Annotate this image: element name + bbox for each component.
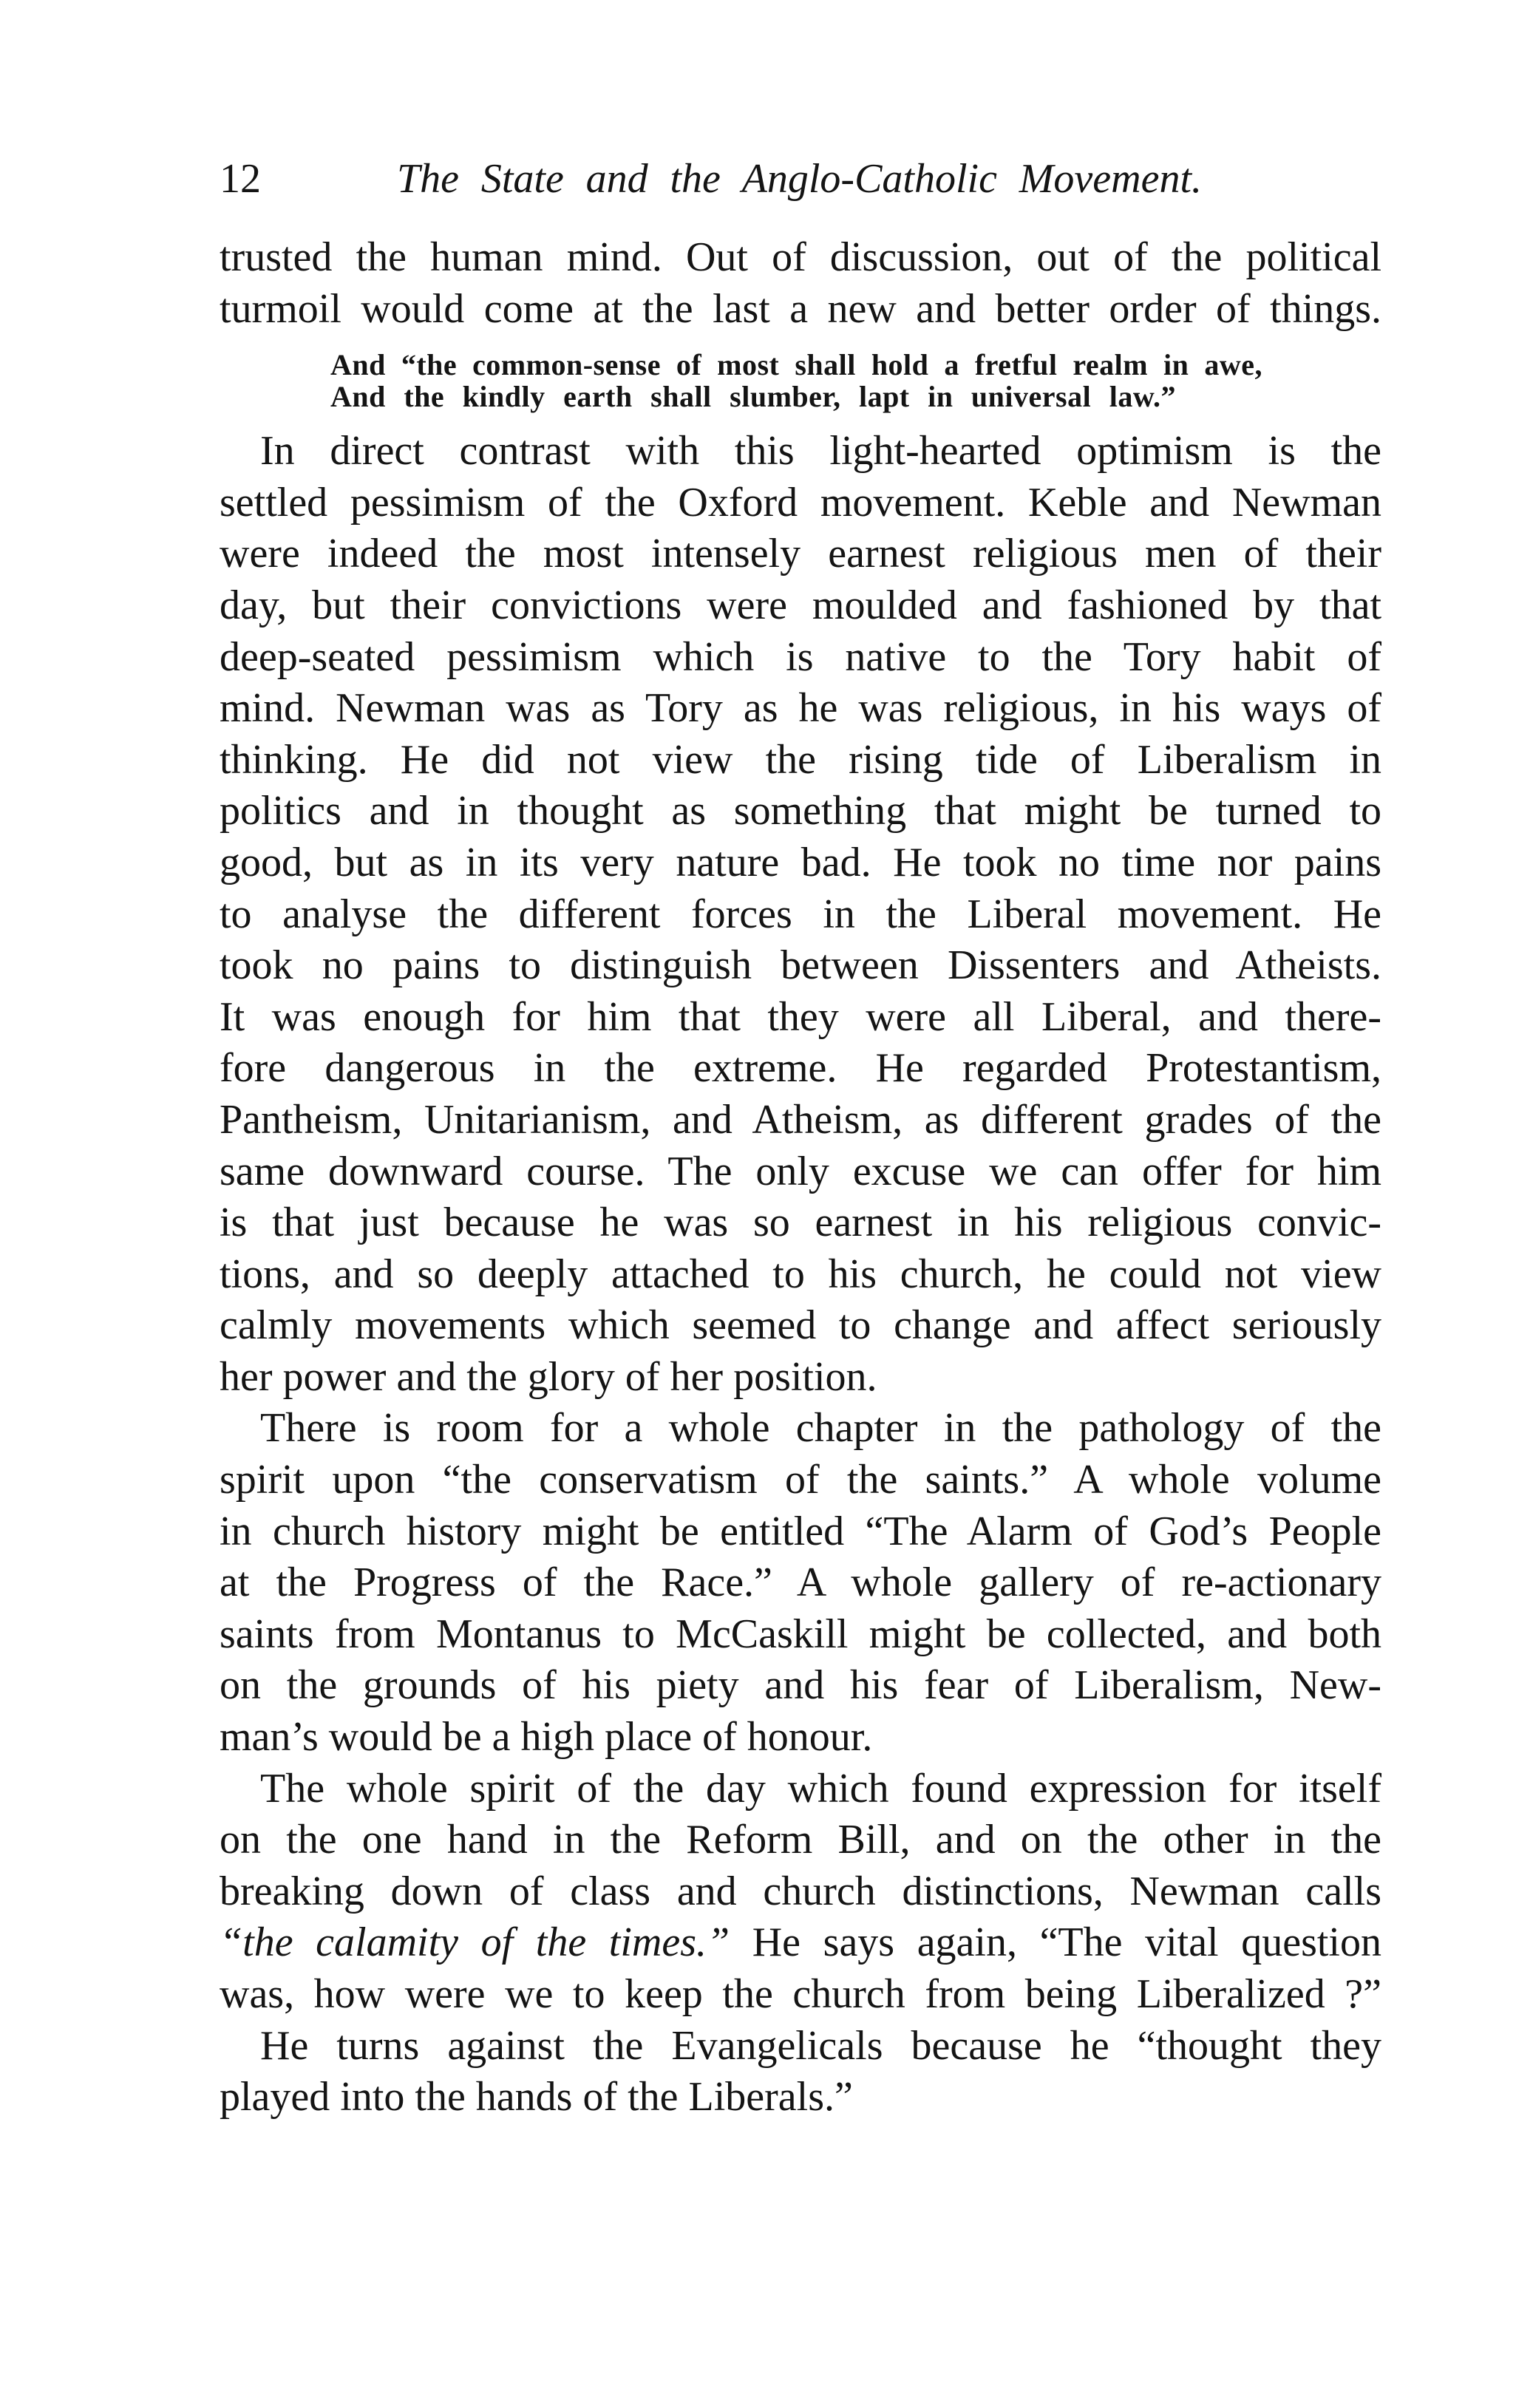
- text-line: mind. Newman was as Tory as he was religious, in his ways of: [220, 685, 1381, 732]
- paragraph: [220, 1764, 1381, 2021]
- paragraph: [220, 426, 1381, 1403]
- text-line: to analyse the different forces in the Liberal movement. He: [220, 891, 1381, 937]
- text-line: The whole spirit of the day which found expression for itself: [260, 1765, 1381, 1812]
- text-line: In direct contrast with this light-hearted optimism is the: [260, 428, 1381, 475]
- text-run: He says again, “The vital question: [730, 1919, 1381, 1966]
- text-line: good, but as in its very nature bad. He took no time nor pains: [220, 839, 1381, 885]
- running-title: The State and the Anglo-Catholic Movement.: [397, 156, 1202, 202]
- text-line: at the Progress of the Race.” A whole gallery of re-actionary: [220, 1560, 1381, 1606]
- body-text: [220, 426, 1381, 2123]
- text-line: took no pains to distinguish between Dissenters and Atheists.: [220, 942, 1381, 989]
- text-line: [220, 1917, 1381, 1969]
- text-line: It was enough for him that they were all Liberal, and there-: [220, 993, 1381, 1040]
- text-line: settled pessimism of the Oxford movement. Keble and Newman: [220, 479, 1381, 526]
- text-line: deep-seated pessimism which is native to the Tory habit of: [220, 633, 1381, 680]
- verse-quotation: [330, 349, 1262, 412]
- text-line: There is room for a whole chapter in the pathology of the: [260, 1405, 1381, 1452]
- text-line: fore dangerous in the extreme. He regarded Protestantism,: [220, 1045, 1381, 1092]
- paragraph: [220, 2021, 1381, 2123]
- text-line: in church history might be entitled “The Alarm of God’s People: [220, 1508, 1381, 1554]
- text-line: same downward course. The only excuse we can offer for him: [220, 1148, 1381, 1194]
- text-line: was, how were we to keep the church from being Liberalized ?”: [220, 1971, 1381, 2017]
- text-line: spirit upon “the conservatism of the saints.” A whole volume: [220, 1457, 1381, 1503]
- text-line: Pantheism, Unitarianism, and Atheism, as different grades of the: [220, 1096, 1381, 1143]
- verse-line: And the kindly earth shall slumber, lapt in universal law.”: [330, 380, 1176, 413]
- text-line: turmoil would come at the last a new and better order of things.: [220, 285, 1381, 332]
- text-line: day, but their convictions were moulded and fashioned by that: [220, 582, 1381, 628]
- text-line: on the grounds of his piety and his fear of Liberalism, New-: [220, 1662, 1381, 1709]
- opening-paragraph: [220, 232, 1381, 335]
- text-line: He turns against the Evangelicals because he “thought they: [260, 2022, 1381, 2069]
- text-line: played into the hands of the Liberals.”: [220, 2074, 853, 2120]
- text-line: calmly movements which seemed to change and affect seriously: [220, 1302, 1381, 1349]
- text-line: her power and the glory of her position.: [220, 1353, 877, 1400]
- page-number: 12: [220, 156, 261, 202]
- paragraph: [220, 1403, 1381, 1763]
- text-line: breaking down of class and church distinctions, Newman calls: [220, 1868, 1381, 1914]
- text-line: politics and in thought as something that might be turned to: [220, 788, 1381, 834]
- text-line: were indeed the most intensely earnest religious men of their: [220, 531, 1381, 577]
- text-line: on the one hand in the Reform Bill, and on the other in the: [220, 1817, 1381, 1863]
- verse-line: And “the common-sense of most shall hold a fretful realm in awe,: [330, 348, 1262, 381]
- italic-quotation: “the calamity of the times.”: [220, 1919, 730, 1966]
- text-line: is that just because he was so earnest in his religious convic-: [220, 1200, 1381, 1246]
- text-line: man’s would be a high place of honour.: [220, 1714, 873, 1761]
- text-line: tions, and so deeply attached to his church, he could not view: [220, 1251, 1381, 1297]
- text-line: trusted the human mind. Out of discussion, out of the political: [220, 234, 1381, 281]
- text-line: thinking. He did not view the rising tide of Liberalism in: [220, 736, 1381, 783]
- text-line: saints from Montanus to McCaskill might be collected, and both: [220, 1611, 1381, 1657]
